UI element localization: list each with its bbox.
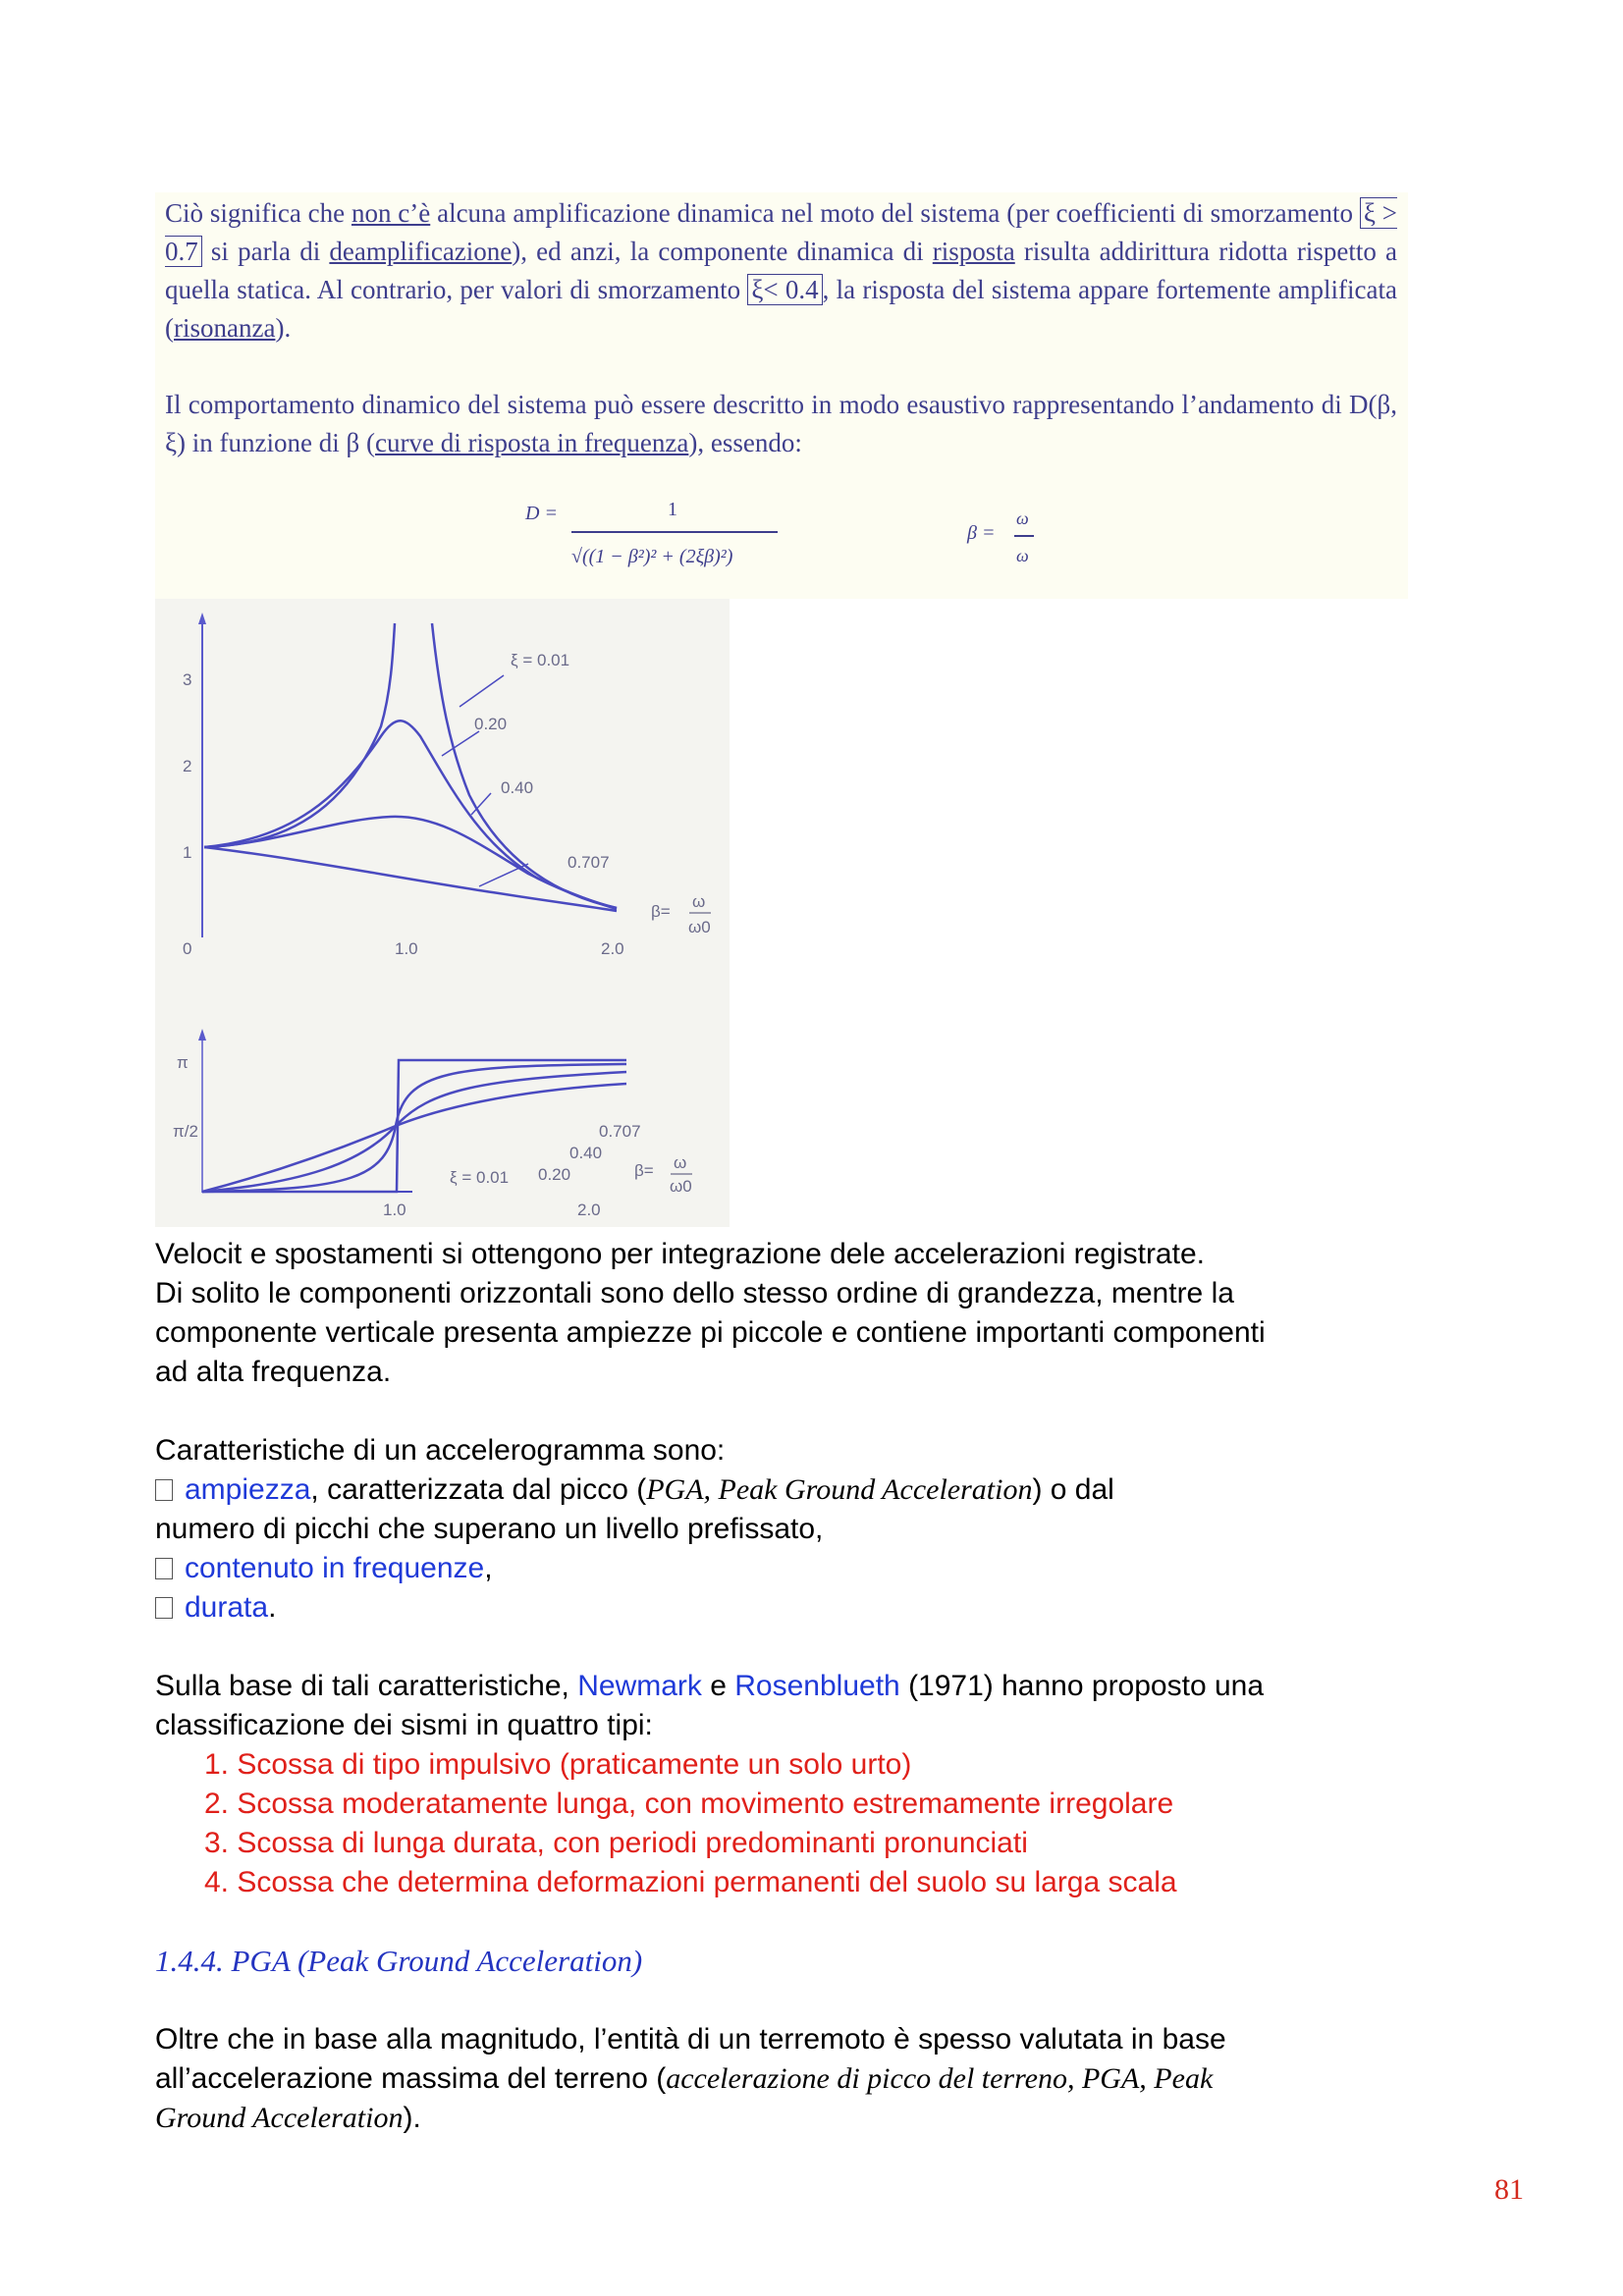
top-beta-label: β= bbox=[651, 902, 671, 921]
top-label-xi-001: ξ = 0.01 bbox=[511, 651, 570, 669]
top-x-tick-2: 2.0 bbox=[601, 939, 624, 958]
top-beta-omega: ω bbox=[692, 892, 706, 911]
leader-020 bbox=[442, 731, 479, 756]
page-number: 81 bbox=[1494, 2173, 1524, 2206]
rosenblueth-name: Rosenblueth bbox=[734, 1670, 900, 1702]
top-y-tick-1: 1 bbox=[183, 843, 192, 862]
paragraph-classification bbox=[155, 1667, 1490, 1902]
para4-line2: all’accelerazione massima del terreno (accelerazione di picco del terreno, PGA, Peak bbox=[155, 2062, 1214, 2095]
scanned-text bbox=[165, 194, 1397, 462]
bottom-y-arrow bbox=[198, 1029, 206, 1041]
para1-line1: Velocit e spostamenti si ottengono per integrazione dele accelerazioni registrate. bbox=[155, 1238, 1205, 1270]
list-item-3: 3. Scossa di lunga durata, con periodi predominanti pronunciati bbox=[204, 1827, 1028, 1859]
top-y-tick-3: 3 bbox=[183, 670, 192, 689]
formula-omega-bottom: ω bbox=[1016, 546, 1029, 565]
formula-denominator: √((1 − β²)² + (2ξβ)²) bbox=[571, 546, 733, 567]
bottom-label-0707: 0.707 bbox=[599, 1122, 641, 1141]
para1-line4: ad alta frequenza. bbox=[155, 1356, 392, 1388]
bullet-box-icon bbox=[155, 1558, 173, 1579]
bullet-box-icon bbox=[155, 1597, 173, 1619]
top-label-0707: 0.707 bbox=[568, 853, 610, 872]
leader-001 bbox=[460, 675, 504, 707]
resonance-link[interactable]: risonanza bbox=[174, 313, 276, 343]
para4-line3: Ground Acceleration). bbox=[155, 2102, 421, 2134]
bullet-frequency: contenuto in frequenze, bbox=[155, 1549, 1490, 1588]
paragraph-characteristics bbox=[155, 1431, 1490, 1628]
top-y-tick-0: 0 bbox=[183, 939, 192, 958]
para1-line2: Di solito le componenti orizzontali sono dello stesso ordine di grandezza, mentre la bbox=[155, 1277, 1234, 1309]
formula-omega-bar bbox=[1014, 535, 1034, 537]
bullet-amplitude: ampiezza, caratterizzata dal picco (PGA, Peak Ground Acceleration) o dal bbox=[155, 1470, 1490, 1510]
paragraph-velocity bbox=[155, 1235, 1490, 1392]
formula-d-label: D = bbox=[525, 503, 558, 524]
top-beta-omega0: ω0 bbox=[688, 918, 711, 936]
frequency-response-link[interactable]: curve di risposta in frequenza bbox=[374, 428, 689, 457]
bullet-box-icon bbox=[155, 1479, 173, 1501]
bottom-label-040: 0.40 bbox=[569, 1144, 603, 1162]
bottom-beta-omega0: ω0 bbox=[670, 1177, 692, 1196]
bottom-label-xi-001: ξ = 0.01 bbox=[450, 1168, 510, 1187]
para2-intro: Caratteristiche di un accelerogramma sono: bbox=[155, 1434, 726, 1467]
para3-line2: classificazione dei sismi in quattro tipi: bbox=[155, 1709, 653, 1741]
list-item-2: 2. Scossa moderatamente lunga, con movimento estremamente irregolare bbox=[204, 1788, 1174, 1820]
bullet-amplitude-line2: numero di picchi che superano un livello prefissato, bbox=[155, 1513, 824, 1545]
para3-line1: Sulla base di tali caratteristiche, Newmark e Rosenblueth (1971) hanno proposto una bbox=[155, 1670, 1265, 1702]
para4-line1: Oltre che in base alla magnitudo, l’entità di un terremoto è spesso valutata in base bbox=[155, 2023, 1226, 2056]
curve-xi-040 bbox=[204, 817, 617, 909]
leader-0707 bbox=[479, 864, 528, 886]
top-y-arrow bbox=[198, 613, 206, 624]
paragraph-pga bbox=[155, 2020, 1490, 2138]
formula-fraction-bar bbox=[571, 531, 778, 533]
risposta-link[interactable]: risposta bbox=[932, 237, 1015, 266]
newmark-name: Newmark bbox=[577, 1670, 702, 1702]
bullet-duration: durata. bbox=[155, 1588, 1490, 1628]
deamplification-link[interactable]: deamplificazione bbox=[329, 237, 513, 266]
top-x-tick-1: 1.0 bbox=[395, 939, 418, 958]
section-heading-pga: 1.4.4. PGA (Peak Ground Acceleration) bbox=[155, 1944, 643, 1978]
top-label-020: 0.20 bbox=[474, 715, 508, 733]
formula-numerator: 1 bbox=[668, 499, 677, 520]
bottom-y-tick-pi-half: π/2 bbox=[173, 1122, 198, 1141]
response-curves-figure bbox=[155, 599, 730, 1227]
curve-xi-0707 bbox=[204, 847, 617, 911]
list-item-1: 1. Scossa di tipo impulsivo (praticamente un solo urto) bbox=[204, 1748, 912, 1781]
scan-paragraph-2: Il comportamento dinamico del sistema può essere descritto in modo esaustivo rappresentando l’andamento di D(β, ξ) in funzione di β (curve di risposta in frequenza), essendo: bbox=[165, 390, 1397, 457]
top-label-040: 0.40 bbox=[501, 778, 534, 797]
curve-xi-001-left bbox=[204, 623, 395, 847]
damping-box-low: ξ< 0.4 bbox=[747, 274, 822, 305]
bottom-beta-omega: ω bbox=[674, 1153, 687, 1172]
bottom-x-tick-2: 2.0 bbox=[577, 1201, 601, 1219]
list-item-4: 4. Scossa che determina deformazioni permanenti del suolo su larga scala bbox=[204, 1866, 1177, 1898]
bottom-label-020: 0.20 bbox=[538, 1165, 571, 1184]
formula-omega-top: ω bbox=[1016, 508, 1029, 528]
response-curves-svg bbox=[155, 599, 730, 1227]
top-y-tick-2: 2 bbox=[183, 757, 192, 775]
bottom-x-tick-1: 1.0 bbox=[383, 1201, 406, 1219]
scan-paragraph-1: Ciò significa che non c’è alcuna amplificazione dinamica nel moto del sistema (per coefficienti di smorzamento ξ > 0.7 si parla di deamplificazione), ed anzi, la componente dinamica di risposta risulta addirittura ridotta rispetto a quella statica. Al contrario, per valori di smorzamento ξ< 0.4 , la risposta del sistema appare fortemente amplificata (risonanza). bbox=[165, 198, 1398, 343]
damping-box-high: ξ > 0.7 bbox=[165, 198, 1397, 266]
bottom-y-tick-pi: π bbox=[177, 1053, 189, 1072]
formula-beta-label: β = bbox=[967, 522, 996, 544]
bottom-beta-label: β= bbox=[634, 1161, 654, 1180]
para1-line3: componente verticale presenta ampiezze pi piccole e contiene importanti componenti bbox=[155, 1316, 1266, 1349]
